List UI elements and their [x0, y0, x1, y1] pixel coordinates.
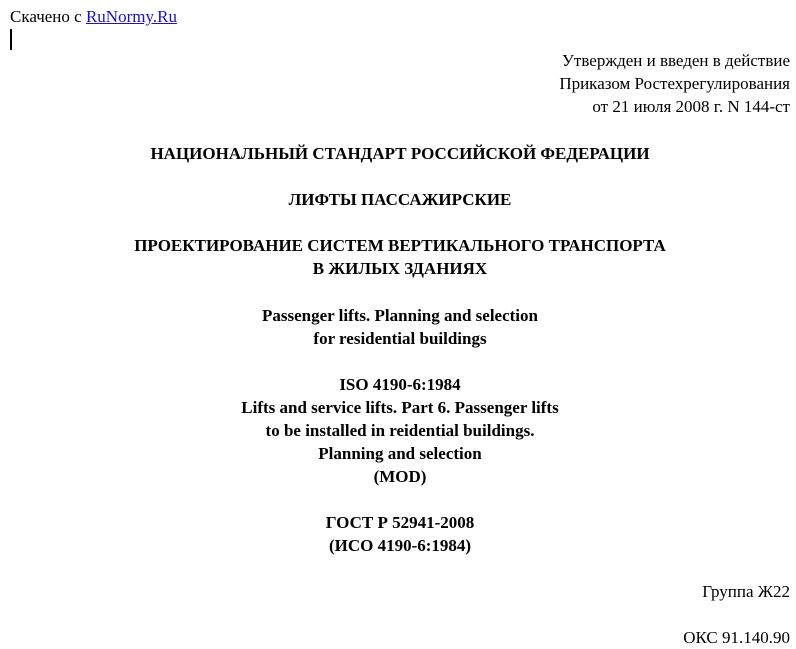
gost-code: ГОСТ Р 52941-2008	[325, 513, 475, 532]
approval-line-2: Приказом Ростехрегулирования	[559, 74, 790, 93]
iso-mod: (MOD)	[373, 467, 427, 486]
iso-line-1: Lifts and service lifts. Part 6. Passenger lifts	[241, 398, 559, 417]
standard-title: НАЦИОНАЛЬНЫЙ СТАНДАРТ РОССИЙСКОЙ ФЕДЕРАЦИИ	[150, 144, 650, 163]
document-title	[0, 234, 796, 280]
gost-block	[0, 511, 796, 557]
document-title-line-1: ПРОЕКТИРОВАНИЕ СИСТЕМ ВЕРТИКАЛЬНОГО ТРАНСПОРТА	[134, 236, 666, 255]
source-link[interactable]: RuNormy.Ru	[85, 7, 177, 26]
source-prefix: Скачено с	[10, 7, 86, 26]
approval-line-1: Утвержден и введен в действие	[561, 51, 790, 70]
oks-label: ОКС 91.140.90	[683, 628, 790, 647]
source-line	[10, 5, 177, 28]
approval-line-3: от 21 июля 2008 г. N 144-ст	[592, 97, 790, 116]
iso-line-2: to be installed in reidential buildings.	[265, 421, 535, 440]
document-title-line-2: В ЖИЛЫХ ЗДАНИЯХ	[312, 259, 488, 278]
english-title-line-2: for residential buildings	[313, 329, 487, 348]
approval-block	[559, 49, 790, 118]
gost-iso-ref: (ИСО 4190-6:1984)	[328, 536, 472, 555]
iso-block	[0, 373, 796, 488]
text-cursor	[10, 29, 12, 50]
iso-line-3: Planning and selection	[318, 444, 482, 463]
iso-code: ISO 4190-6:1984	[339, 375, 461, 394]
subject-title: ЛИФТЫ ПАССАЖИРСКИЕ	[288, 190, 512, 209]
english-title-line-1: Passenger lifts. Planning and selection	[262, 306, 538, 325]
group-label: Группа Ж22	[702, 582, 790, 601]
english-title	[0, 304, 796, 350]
